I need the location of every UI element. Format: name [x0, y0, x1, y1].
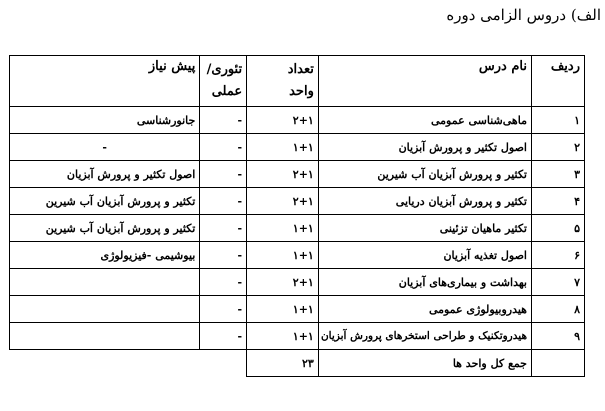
- header-units-line1: تعداد: [287, 62, 314, 77]
- table-row: [10, 323, 585, 350]
- course-units: ۲+۱: [247, 107, 319, 134]
- course-prerequisite: -: [10, 134, 200, 161]
- course-units: ۱+۱: [247, 134, 319, 161]
- course-type: -: [200, 296, 247, 323]
- course-name: تکثیر و پرورش آبزیان آب شیرین: [318, 161, 531, 188]
- total-label: جمع کل واحد ها: [318, 350, 531, 377]
- table-header-row: [10, 56, 585, 107]
- table-row: [10, 188, 585, 215]
- course-prerequisite: [10, 269, 200, 296]
- header-units: [247, 56, 319, 107]
- course-type: -: [200, 134, 247, 161]
- table-row: [10, 242, 585, 269]
- row-number: ۸: [531, 296, 584, 323]
- course-units: ۱+۱: [247, 296, 319, 323]
- required-courses-table: [9, 55, 585, 377]
- course-units: ۱+۱: [247, 323, 319, 350]
- course-name: بهداشت و بیماری‌های آبزیان: [318, 269, 531, 296]
- course-name: هیدروبیولوژی عمومی: [318, 296, 531, 323]
- course-prerequisite: تکثیر و پرورش آبزیان آب شیرین: [10, 188, 200, 215]
- row-number: ۲: [531, 134, 584, 161]
- course-units: ۲+۱: [247, 161, 319, 188]
- course-type: -: [200, 242, 247, 269]
- course-type: -: [200, 269, 247, 296]
- table-row: [10, 215, 585, 242]
- table-total-row: [10, 350, 585, 377]
- course-type: -: [200, 188, 247, 215]
- row-number: ۶: [531, 242, 584, 269]
- table-row: [10, 161, 585, 188]
- course-prerequisite: اصول تکثیر و پرورش آبزیان: [10, 161, 200, 188]
- row-number: ۵: [531, 215, 584, 242]
- table-row: [10, 296, 585, 323]
- course-type: -: [200, 215, 247, 242]
- header-theory-practical: [200, 56, 247, 107]
- course-units: ۱+۱: [247, 242, 319, 269]
- header-course-name: نام درس: [318, 56, 531, 107]
- course-prerequisite: جانورشناسی: [10, 107, 200, 134]
- total-spacer: [200, 350, 247, 377]
- header-units-line2: واحد: [289, 84, 314, 99]
- course-name: تکثیر ماهیان تزئینی: [318, 215, 531, 242]
- header-row-number: ردیف: [531, 56, 584, 107]
- course-prerequisite: بیوشیمی -فیزیولوژی: [10, 242, 200, 269]
- row-number: ۱: [531, 107, 584, 134]
- course-prerequisite: [10, 296, 200, 323]
- table-row: [10, 107, 585, 134]
- course-name: تکثیر و پرورش آبزیان دریایی: [318, 188, 531, 215]
- course-name: هیدروتکنیک و طراحی استخرهای پرورش آبزیان: [318, 323, 531, 350]
- course-name: اصول تغذیه آبزیان: [318, 242, 531, 269]
- course-units: ۲+۱: [247, 269, 319, 296]
- total-units: ۲۳: [247, 350, 319, 377]
- row-number: ۳: [531, 161, 584, 188]
- total-spacer: [531, 350, 584, 377]
- header-prerequisite: پیش نیاز: [10, 56, 200, 107]
- row-number: ۴: [531, 188, 584, 215]
- row-number: ۹: [531, 323, 584, 350]
- row-number: ۷: [531, 269, 584, 296]
- course-name: ماهی‌شناسی عمومی: [318, 107, 531, 134]
- course-units: ۲+۱: [247, 188, 319, 215]
- course-units: ۱+۱: [247, 215, 319, 242]
- table-row: [10, 269, 585, 296]
- course-name: اصول تکثیر و پرورش آبزیان: [318, 134, 531, 161]
- course-type: -: [200, 107, 247, 134]
- total-spacer: [10, 350, 200, 377]
- course-type: -: [200, 323, 247, 350]
- course-type: -: [200, 161, 247, 188]
- header-type-line1: تئوری/: [206, 62, 243, 77]
- course-prerequisite: [10, 323, 200, 350]
- course-prerequisite: تکثیر و پرورش آبزیان آب شیرین: [10, 215, 200, 242]
- table-row: [10, 134, 585, 161]
- document-title: الف) دروس الزامی دوره: [446, 6, 601, 24]
- header-type-line2: عملی: [211, 84, 243, 99]
